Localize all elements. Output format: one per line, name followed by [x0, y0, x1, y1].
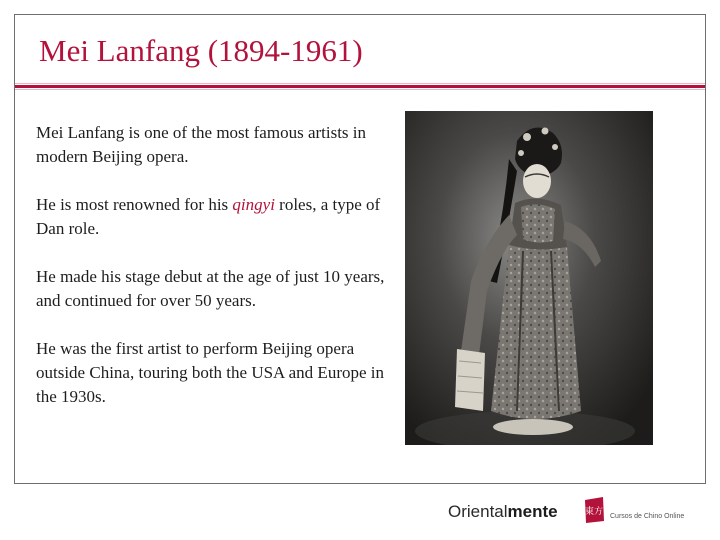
brand-suffix: mente [507, 502, 558, 521]
slide-body [36, 121, 391, 433]
brand-wordmark [448, 502, 558, 522]
brand-prefix: Oriental [448, 502, 508, 521]
footer-branding [448, 494, 710, 530]
paragraph-roles-end: roles, a type of Dan role. [36, 195, 381, 238]
slide-title: Mei Lanfang (1894-1961) [39, 33, 363, 68]
paragraph-roles [36, 193, 391, 241]
seal-logo-text: 東方 [584, 507, 604, 517]
qingyi-term: qingyi [232, 195, 275, 214]
slide-frame [14, 14, 706, 484]
paragraph-debut: He made his stage debut at the age of just 10 years, and continued for over 50 years. [36, 267, 385, 310]
portrait-photo-icon [405, 111, 653, 445]
paragraph-roles-start: He is most renowned for his [36, 195, 233, 214]
brand-tagline: Cursos de Chino Online [610, 513, 685, 520]
seal-logo-icon [583, 496, 605, 524]
paragraph-fame: Mei Lanfang is one of the most famous artists in modern Beijing opera. [36, 123, 367, 166]
title-divider [15, 83, 705, 90]
paragraph-touring: He was the first artist to perform Beijing opera outside China, touring both the USA and Europe in the 1930s. [36, 339, 384, 406]
